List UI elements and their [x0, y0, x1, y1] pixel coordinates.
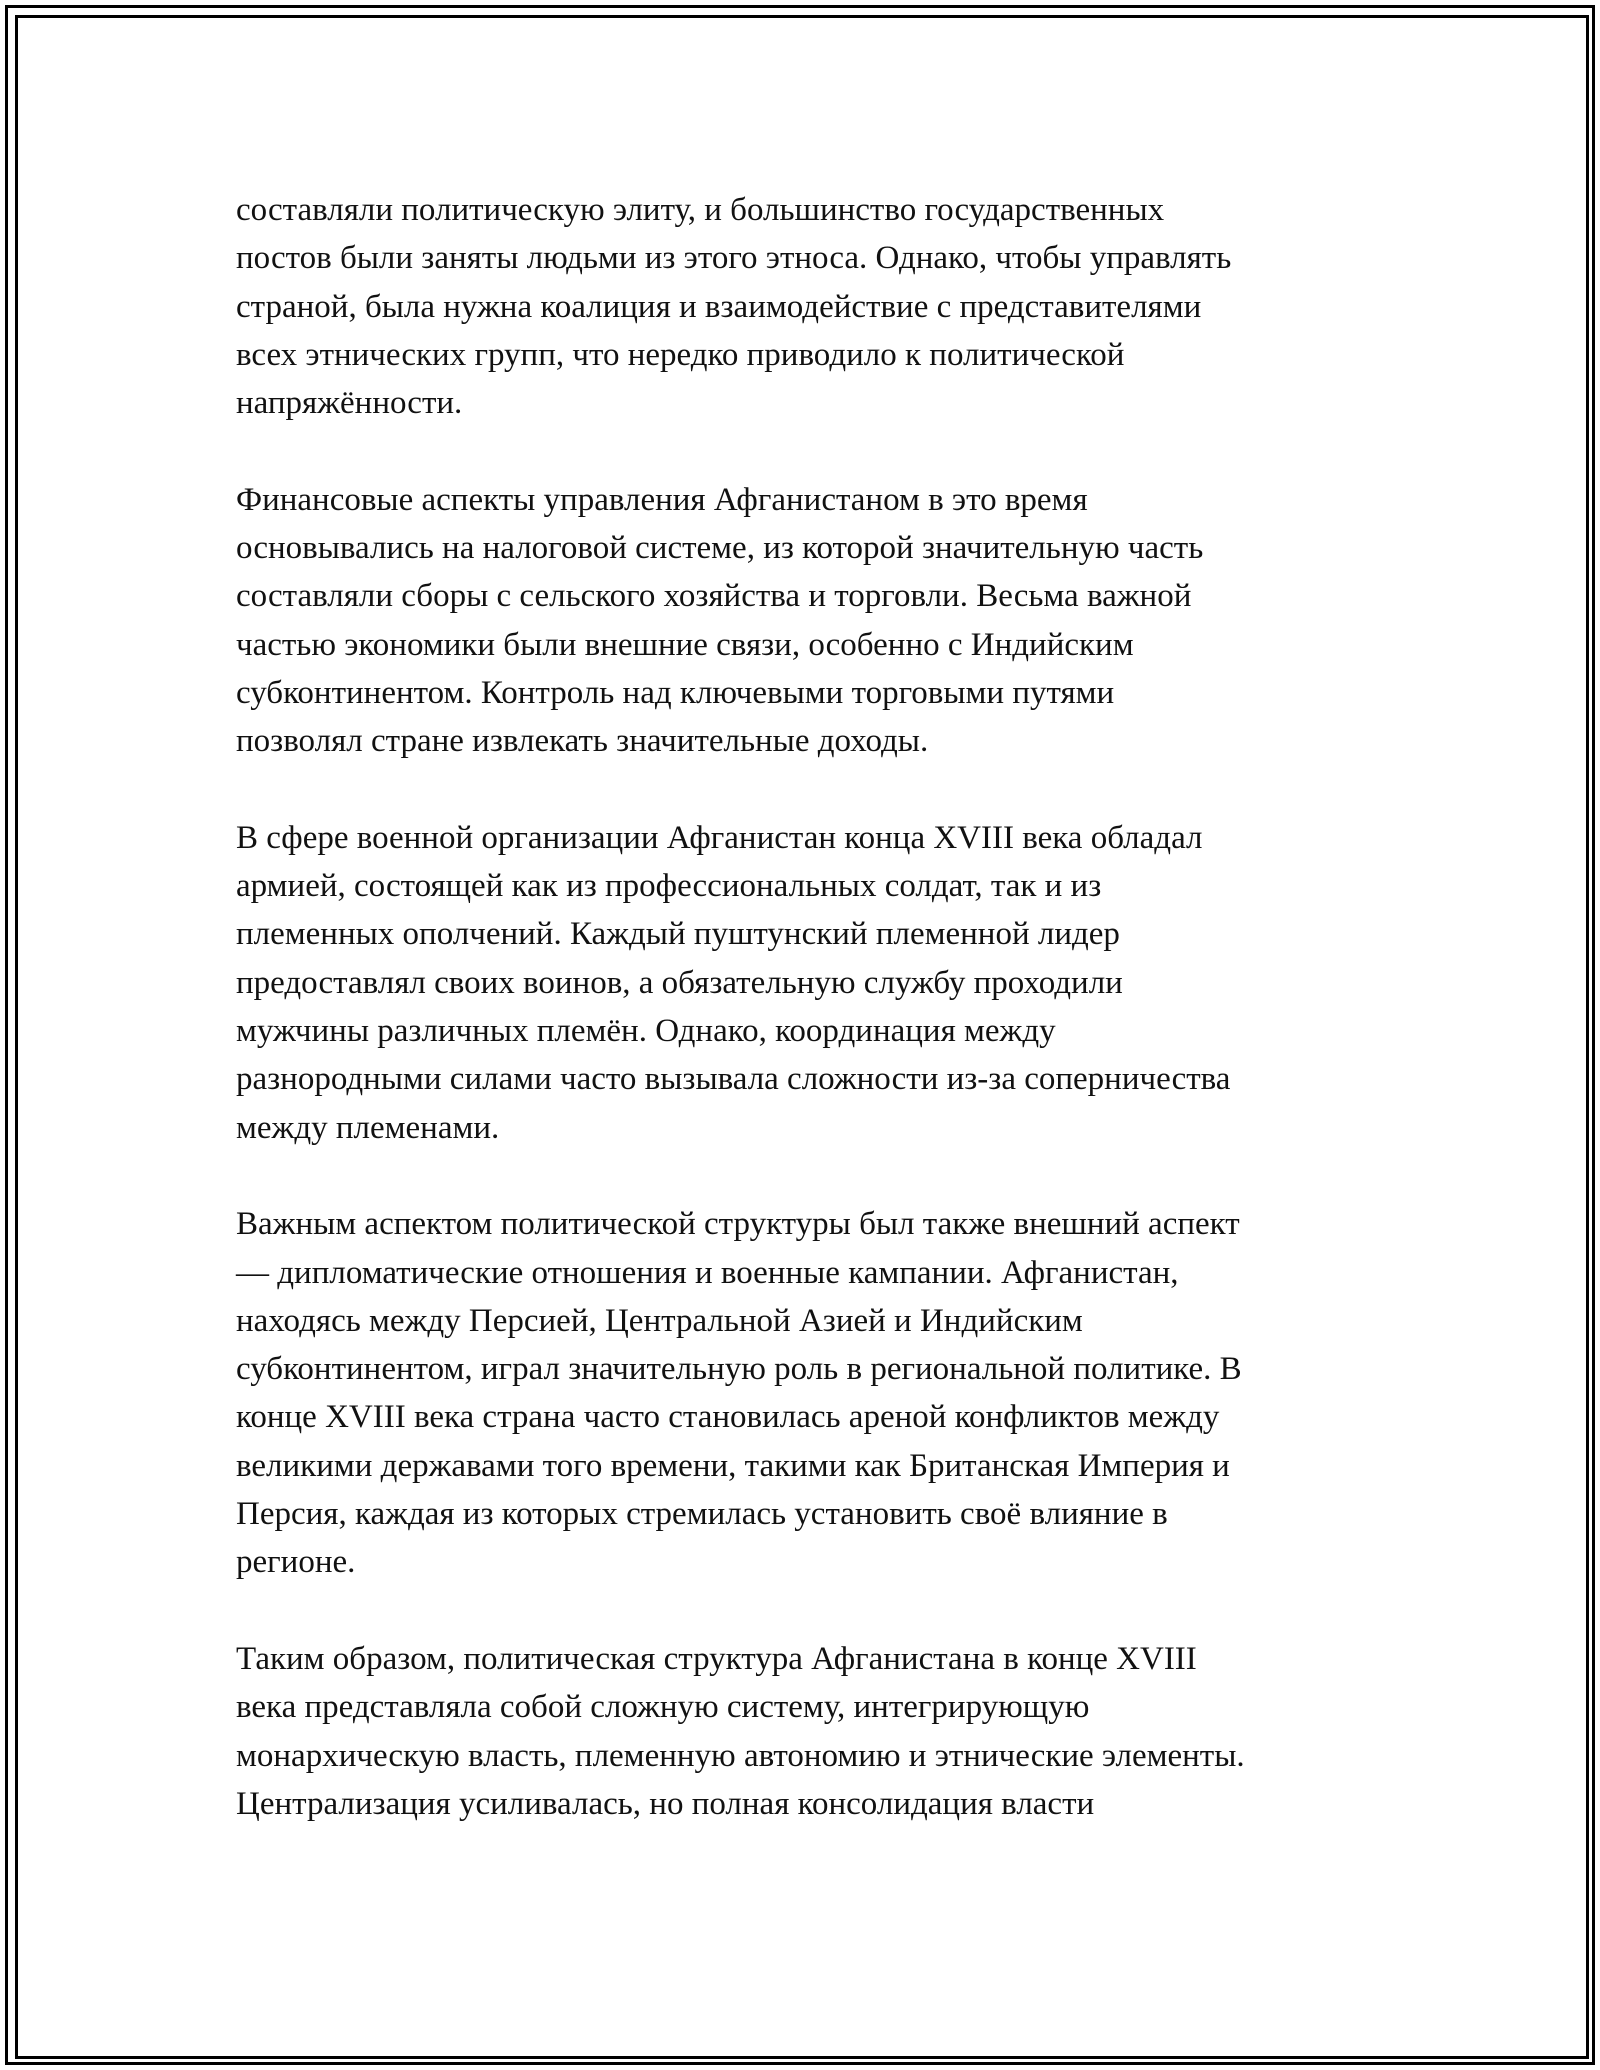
- text-line: Финансовые аспекты управления Афганистаном в это время: [236, 481, 1088, 518]
- text-line: разнородными силами часто вызывала сложности из-за соперничества: [236, 1061, 1231, 1098]
- document-body: [236, 186, 1366, 1876]
- text-line: напряжённости.: [236, 385, 463, 422]
- text-line: Таким образом, политическая структура Афганистана в конце XVIII: [236, 1640, 1197, 1677]
- text-line: мужчины различных племён. Однако, координация между: [236, 1013, 1056, 1050]
- text-line: частью экономики были внешние связи, особенно с Индийским: [236, 626, 1134, 663]
- paragraph-military: [236, 814, 1366, 1152]
- text-line: В сфере военной организации Афганистан конца XVIII века обладал: [236, 819, 1203, 856]
- text-line: армией, состоящей как из профессиональных солдат, так и из: [236, 868, 1102, 905]
- text-line: конце XVIII века страна часто становилась ареной конфликтов между: [236, 1399, 1220, 1436]
- text-line: составляли политическую элиту, и большинство государственных: [236, 192, 1165, 228]
- text-line: великими державами того времени, такими как Британская Империя и: [236, 1447, 1230, 1484]
- paragraph-foreign-relations: [236, 1200, 1366, 1586]
- text-line: между племенами.: [236, 1109, 500, 1146]
- text-line: субконтинентом. Контроль над ключевыми торговыми путями: [236, 674, 1115, 711]
- text-line: племенных ополчений. Каждый пуштунский племенной лидер: [236, 916, 1120, 953]
- paragraph-political-elite: [236, 186, 1366, 427]
- text-line: находясь между Персией, Центральной Азией и Индийским: [236, 1302, 1083, 1339]
- text-line: Важным аспектом политической структуры был также внешний аспект: [236, 1206, 1240, 1243]
- text-line: предоставлял своих воинов, а обязательную службу проходили: [236, 964, 1123, 1001]
- text-line: всех этнических групп, что нередко приводило к политической: [236, 336, 1125, 373]
- paragraph-finance: [236, 476, 1366, 766]
- text-line: века представляла собой сложную систему, интегрирующую: [236, 1689, 1090, 1726]
- paragraph-conclusion: [236, 1635, 1366, 1828]
- text-line: страной, была нужна коалиция и взаимодействие с представителями: [236, 288, 1202, 325]
- text-line: основывались на налоговой системе, из которой значительную часть: [236, 530, 1204, 567]
- text-line: субконтинентом, играл значительную роль в региональной политике. В: [236, 1351, 1242, 1388]
- text-line: Персия, каждая из которых стремилась установить своё влияние в: [236, 1496, 1168, 1533]
- text-line: — дипломатические отношения и военные кампании. Афганистан,: [236, 1254, 1179, 1291]
- text-line: монархическую власть, племенную автономию и этнические элементы.: [236, 1737, 1245, 1774]
- text-line: позволял стране извлекать значительные доходы.: [236, 723, 929, 760]
- text-line: составляли сборы с сельского хозяйства и торговли. Весьма важной: [236, 578, 1192, 615]
- text-line: Централизация усиливалась, но полная консолидация власти: [236, 1785, 1095, 1822]
- text-line: регионе.: [236, 1544, 356, 1581]
- text-line: постов были заняты людьми из этого этноса. Однако, чтобы управлять: [236, 240, 1232, 277]
